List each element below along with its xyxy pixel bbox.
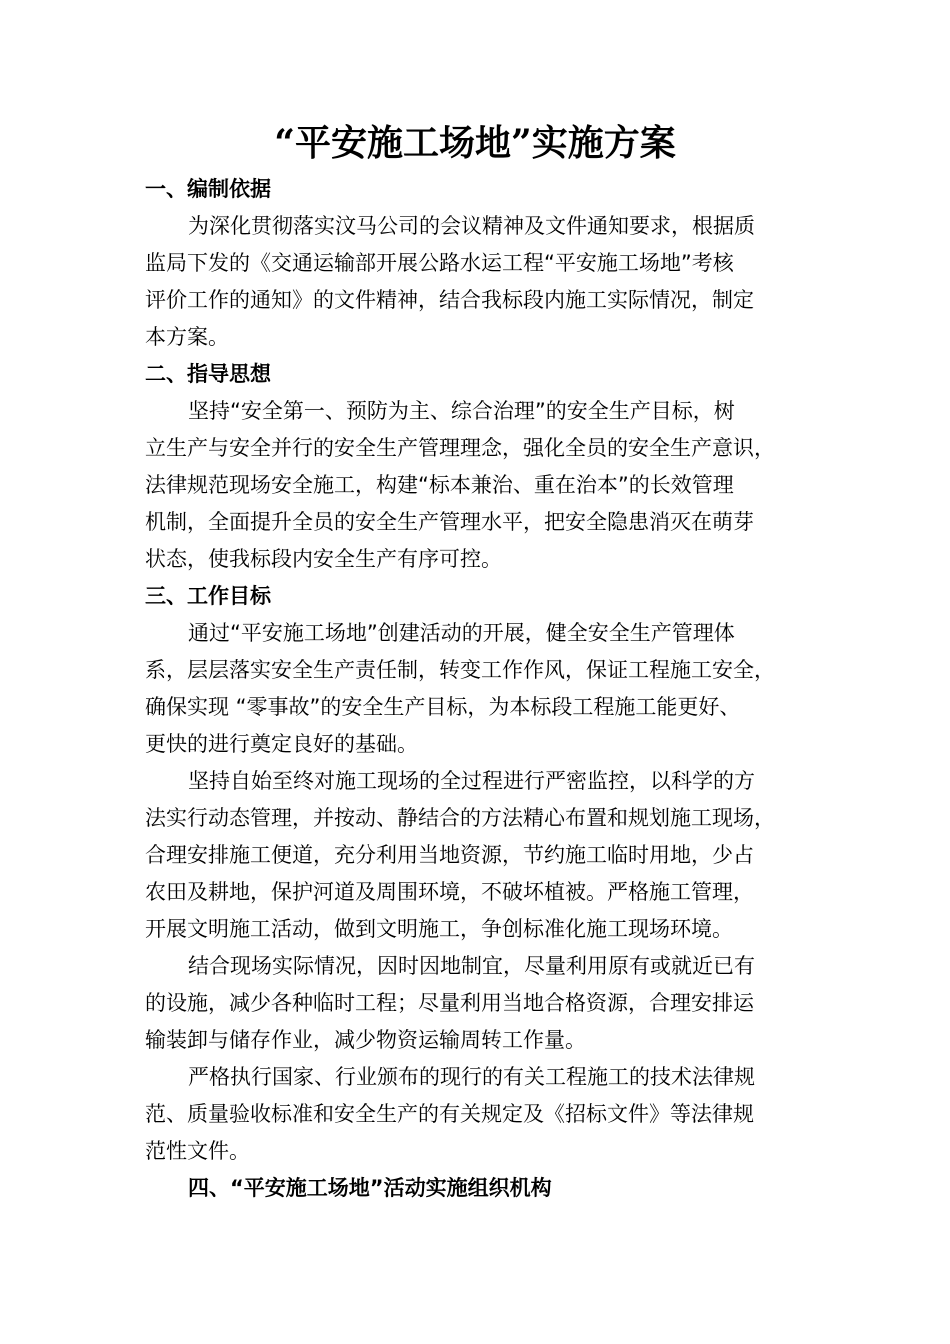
paragraph-line: 评价工作的通知》的文件精神，结合我标段内施工实际情况，制定 (145, 288, 754, 312)
paragraph-line: 法实行动态管理，并按动、静结合的方法精心布置和规划施工现场， (145, 806, 775, 830)
section-heading: 三、工作目标 (145, 584, 271, 608)
paragraph-line: 确保实现 “零事故”的安全生产目标，为本标段工程施工能更好、 (145, 695, 741, 719)
section-heading: 一、编制依据 (145, 177, 271, 201)
paragraph-line: 开展文明施工活动，做到文明施工，争创标准化施工现场环境。 (145, 917, 733, 941)
section-heading: 四、“平安施工场地”活动实施组织机构 (188, 1176, 552, 1200)
paragraph-line: 输装卸与储存作业，减少物资运输周转工作量。 (145, 1028, 586, 1052)
paragraph-line: 的设施，减少各种临时工程；尽量利用当地合格资源，合理安排运 (145, 991, 754, 1015)
paragraph-line: 法律规范现场安全施工，构建“标本兼治、重在治本”的长效管理 (145, 473, 734, 497)
paragraph-line: 结合现场实际情况，因时因地制宜，尽量利用原有或就近已有 (188, 954, 755, 978)
paragraph-line: 系，层层落实安全生产责任制，转变工作作风，保证工程施工安全， (145, 658, 775, 682)
paragraph-line: 机制，全面提升全员的安全生产管理水平，把安全隐患消灭在萌芽 (145, 510, 754, 534)
paragraph-line: 严格执行国家、行业颁布的现行的有关工程施工的技术法律规 (188, 1065, 755, 1089)
paragraph-line: 立生产与安全并行的安全生产管理理念，强化全员的安全生产意识， (145, 436, 775, 460)
section-heading: 二、指导思想 (145, 362, 271, 386)
paragraph-line: 坚持“安全第一、预防为主、综合治理”的安全生产目标，树 (188, 399, 735, 423)
paragraph-line: 坚持自始至终对施工现场的全过程进行严密监控，以科学的方 (188, 769, 755, 793)
paragraph-line: 农田及耕地，保护河道及周围环境，不破坏植被。严格施工管理， (145, 880, 754, 904)
paragraph-line: 更快的进行奠定良好的基础。 (145, 732, 418, 756)
paragraph-line: 为深化贯彻落实汶马公司的会议精神及文件通知要求，根据质 (188, 214, 755, 238)
paragraph-line: 通过“平安施工场地”创建活动的开展，健全安全生产管理体 (188, 621, 735, 645)
paragraph-line: 范性文件。 (145, 1139, 250, 1163)
paragraph-line: 本方案。 (145, 325, 229, 349)
paragraph-line: 状态，使我标段内安全生产有序可控。 (145, 547, 502, 571)
paragraph-line: 合理安排施工便道，充分利用当地资源，节约施工临时用地，少占 (145, 843, 754, 867)
paragraph-line: 范、质量验收标准和安全生产的有关规定及《招标文件》等法律规 (145, 1102, 754, 1126)
paragraph-line: 监局下发的《交通运输部开展公路水运工程“平安施工场地”考核 (145, 251, 734, 275)
document-title: “平安施工场地”实施方案 (274, 122, 676, 164)
